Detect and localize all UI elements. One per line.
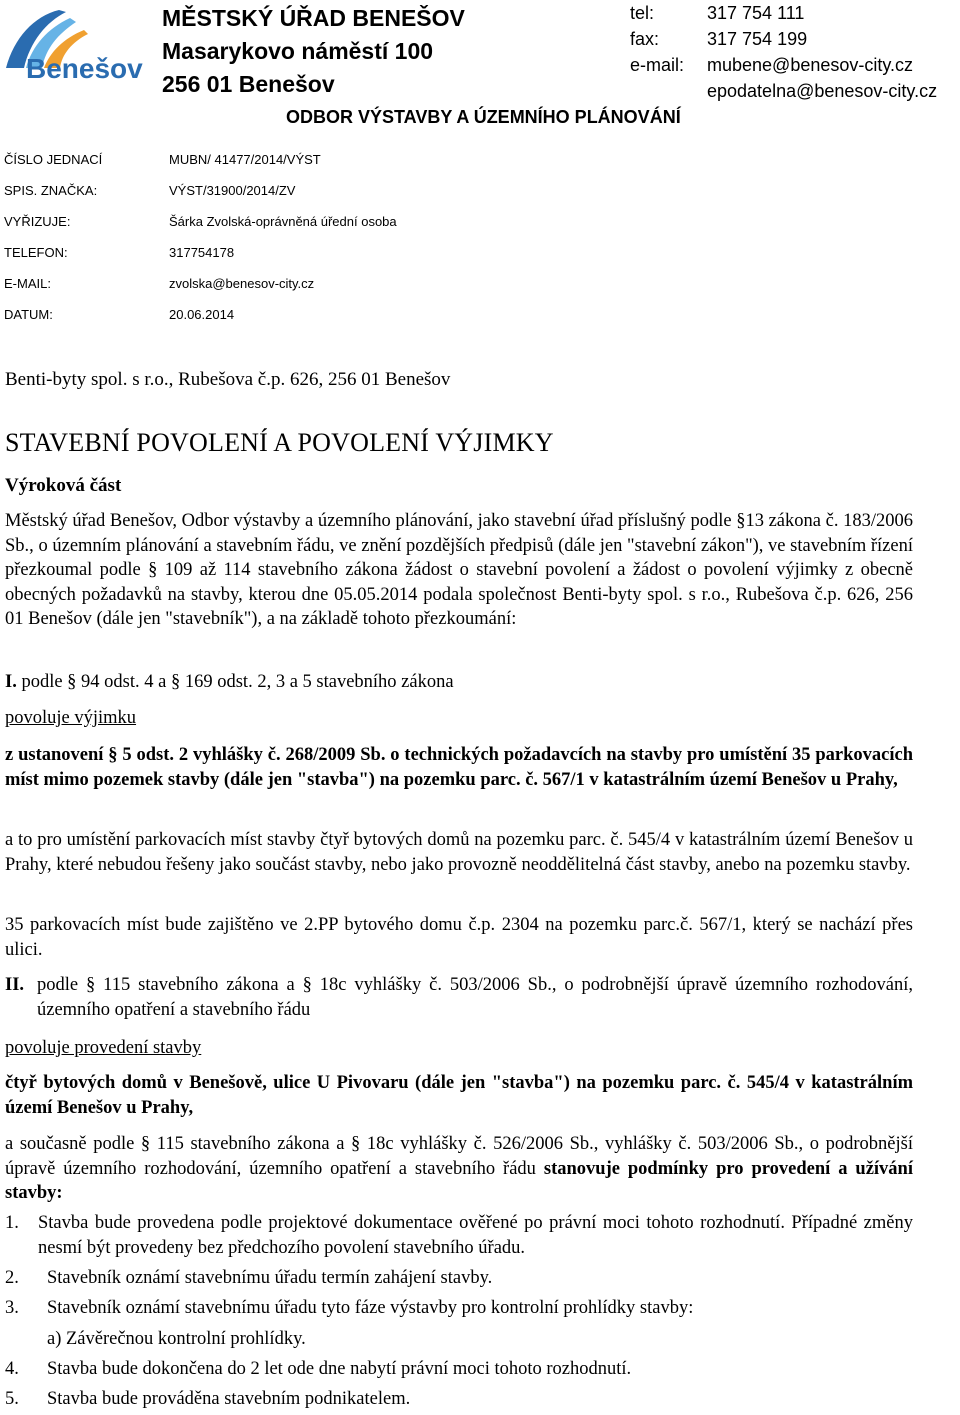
allow-exception-heading: povoluje výjimku xyxy=(5,708,137,728)
point-number: II. xyxy=(5,975,25,995)
condition-number: 2. xyxy=(5,1268,19,1288)
exception-paragraph: 35 parkovacích míst bude zajištěno ve 2.PP bytového domu č.p. 2304 na pozemku parc.č. 567/1, který se nachází přes ulici. xyxy=(5,915,913,960)
condition-number: 4. xyxy=(5,1359,19,1379)
condition-text: a) Závěrečnou kontrolní prohlídky. xyxy=(47,1329,306,1349)
build-detail: čtyř bytových domů v Benešově, ulice U Pivovaru (dále jen "stavba") na pozemku parc. č. 545/4 v katastrálním území Benešov u Prahy, xyxy=(5,1073,913,1118)
allow-build-heading: povoluje provedení stavby xyxy=(5,1038,202,1058)
condition-text: Stavba bude provedena podle projektové dokumentace ověřené po právní moci tohoto rozhodnutí. Případné změny nesmí být provedeny bez předchozího povolení stavebního úřadu. xyxy=(38,1213,913,1258)
condition-number: 1. xyxy=(5,1213,19,1233)
ref-label: VYŘIZUJE: xyxy=(4,214,71,229)
ref-value: VÝST/31900/2014/ZV xyxy=(169,183,296,198)
intro-paragraph: Městský úřad Benešov, Odbor výstavby a územního plánování, jako stavební úřad příslušný podle §13 zákona č. 183/2006 Sb., o územním plánování a stavebním řádu, ve znění pozdějších předpisů (dále jen "stavební zákon"), ve stavebním řízení přezkoumal podle § 109 až 114 stavebního zákona žádost o stavební povolení a žádost o povolení výjimky z obecně obecných požadavků na stavby, kterou dne 05.05.2014 podala společnost Benti-byty spol. s r.o., Rubešova č.p. 626, 256 01 Benešov (dále jen "stavebník"), a na základě tohoto přezkoumání: xyxy=(5,511,913,629)
condition-number: 3. xyxy=(5,1298,19,1318)
exception-paragraph: a to pro umístění parkovacích míst stavby čtyř bytových domů na pozemku parc. č. 545/4 v katastrálním území Benešov u Prahy, které nebudou řešeny jako součást stavby, nebo jako provozně neoddělitelná část stavby, anebo na pozemku stavby. xyxy=(5,830,913,875)
contact-row-fax xyxy=(630,26,937,52)
addressee: Benti-byty spol. s r.o., Rubešova č.p. 626, 256 01 Benešov xyxy=(5,369,451,390)
ref-label: TELEFON: xyxy=(4,245,68,260)
ref-label: SPIS. ZNAČKA: xyxy=(4,183,98,198)
section-title: Výroková část xyxy=(5,475,122,496)
conditions-intro xyxy=(5,1132,913,1206)
condition-number: 5. xyxy=(5,1389,19,1409)
contact-label: e-mail: xyxy=(630,55,685,75)
contact-label: tel: xyxy=(630,3,655,23)
office-street: Masarykovo náměstí 100 xyxy=(162,38,434,64)
contact-label: fax: xyxy=(630,29,660,49)
ref-label: DATUM: xyxy=(4,307,53,322)
ref-label: ČÍSLO JEDNACÍ xyxy=(4,152,103,167)
condition-text: Stavebník oznámí stavebnímu úřadu tyto fáze výstavby pro kontrolní prohlídky stavby: xyxy=(47,1298,694,1318)
ref-value: 317754178 xyxy=(169,245,235,260)
contact-info xyxy=(630,0,937,104)
condition-item xyxy=(5,1211,913,1261)
ref-value: Šárka Zvolská-oprávněná úřední osoba xyxy=(169,214,397,229)
benesov-logo xyxy=(4,8,154,88)
condition-text: Stavba bude dokončena do 2 let ode dne nabytí právní moci tohoto rozhodnutí. xyxy=(47,1359,632,1379)
office-name: MĚSTSKÝ ÚŘAD BENEŠOV xyxy=(162,5,465,31)
conditions-intro-text: a současně podle § 115 stavebního zákona a § 18c vyhlášky č. 526/2006 Sb., vyhlášky č. 503/2006 Sb., o podrobnější úpravě územního rozhodování, územního opatření a stavebního řádu xyxy=(5,1134,913,1179)
exception-detail: z ustanovení § 5 odst. 2 vyhlášky č. 268/2009 Sb. o technických požadavcích na stavby pro umístění 35 parkovacích míst mimo pozemek stavby (dále jen "stavba") na pozemku parc. č. 567/1 v katastrálním území Benešov u Prahy, xyxy=(5,745,913,790)
condition-text: Stavba bude prováděna stavebním podnikatelem. xyxy=(47,1389,411,1409)
conditions-intro-bold: stanovuje podmínky pro provedení a užívání stavby: xyxy=(5,1158,913,1203)
point-number: I. xyxy=(5,672,17,692)
contact-label xyxy=(630,78,707,104)
office-address xyxy=(162,2,465,101)
ref-value: MUBN/ 41477/2014/VÝST xyxy=(169,152,321,167)
department-name: ODBOR VÝSTAVBY A ÚZEMNÍHO PLÁNOVÁNÍ xyxy=(286,107,681,127)
contact-value: 317 754 111 xyxy=(707,3,805,23)
ref-label: E-MAIL: xyxy=(4,276,51,291)
document-title: STAVEBNÍ POVOLENÍ A POVOLENÍ VÝJIMKY xyxy=(5,428,554,457)
ref-email-link[interactable]: zvolska@benesov-city.cz xyxy=(169,276,315,291)
contact-row-email xyxy=(630,52,937,78)
logo-text: Benešov xyxy=(26,53,143,84)
ref-value: 20.06.2014 xyxy=(169,307,235,322)
contact-email-link[interactable]: mubene@benesov-city.cz xyxy=(707,55,914,75)
point-text: podle § 115 stavebního zákona a § 18c vyhlášky č. 503/2006 Sb., o podrobnější úpravě územního rozhodování, územního opatření a stavebního řádu xyxy=(37,975,913,1020)
contact-epodatelna-link[interactable]: epodatelna@benesov-city.cz xyxy=(707,81,938,101)
contact-row-epodatelna xyxy=(630,78,937,104)
point-II xyxy=(5,973,913,1023)
office-city: 256 01 Benešov xyxy=(162,71,335,97)
logo-graphic xyxy=(4,8,154,88)
point-I xyxy=(5,670,454,695)
condition-text: Stavebník oznámí stavebnímu úřadu termín zahájení stavby. xyxy=(47,1268,493,1288)
contact-row-tel xyxy=(630,0,937,26)
contact-value: 317 754 199 xyxy=(707,29,808,49)
point-text: podle § 94 odst. 4 a § 169 odst. 2, 3 a 5 stavebního zákona xyxy=(16,672,454,692)
